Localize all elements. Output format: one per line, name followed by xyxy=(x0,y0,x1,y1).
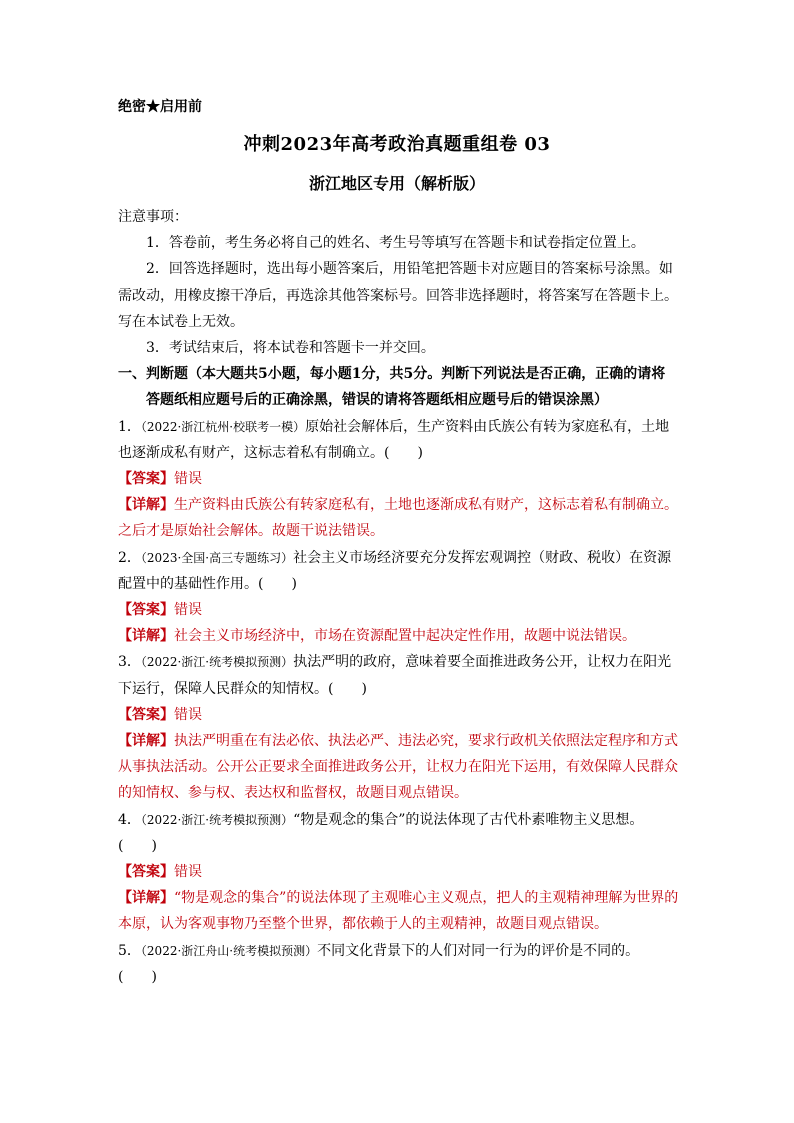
question-number: 1． xyxy=(118,418,141,435)
answer-blank: ( ) xyxy=(118,837,157,854)
explanation-text: 执法严明重在有法必依、执法必严、违法必究，要求行政机关依照法定程序和方式从事执法活动。公开公正要求全面推进政务公开，让权力在阳光下运用，有效保障人民群众的知情权、参与权、表达权和监督权，故题目观点错误。 xyxy=(118,733,678,802)
question-number: 4． xyxy=(118,811,141,828)
document-body xyxy=(118,204,680,990)
explain-tag: 【详解】 xyxy=(118,628,174,645)
question-text: 执法严明的政府，意味着要全面推进政务公开，让权力在阳光下运行，保障人民群众的知情权。( ) xyxy=(118,654,672,697)
answer-line xyxy=(118,859,680,885)
answer-line xyxy=(118,597,680,623)
question-source: （2022·浙江舟山·统考模拟预测） xyxy=(140,943,318,958)
answer-line xyxy=(118,702,680,728)
answer-line xyxy=(118,466,680,492)
question-source: （2022·浙江·统考模拟预测） xyxy=(140,812,294,827)
notice-item: 1．答卷前，考生务必将自己的姓名、考生号等填写在答题卡和试卷指定位置上。 xyxy=(146,235,645,252)
answer-value: 错误 xyxy=(174,864,202,881)
question-text: 社会主义市场经济要充分发挥宏观调控（财政、税收）在资源配置中的基础性作用。( ) xyxy=(118,549,672,592)
explanation-line xyxy=(118,885,680,937)
question-4 xyxy=(118,807,680,833)
explanation-text: 社会主义市场经济中，市场在资源配置中起决定性作用，故题中说法错误。 xyxy=(174,628,636,645)
answer-value: 错误 xyxy=(174,471,202,488)
answer-value: 错误 xyxy=(174,706,202,723)
question-text: 原始社会解体后，生产资料由氏族公有转为家庭私有，土地也逐渐成私有财产，这标志着私有制确立。( ) xyxy=(118,418,670,461)
notice-item: 2．回答选择题时，选出每小题答案后，用铅笔把答题卡对应题目的答案标号涂黑。如需改动，用橡皮擦干净后，再选涂其他答案标号。回答非选择题时，将答案写在答题卡上。写在本试卷上无效。 xyxy=(118,261,678,330)
secret-label: 绝密★启用前 xyxy=(118,99,202,115)
question-number: 5． xyxy=(118,942,141,959)
answer-value: 错误 xyxy=(174,602,202,619)
question-2 xyxy=(118,545,680,597)
page-subtitle: 浙江地区专用（解析版） xyxy=(308,174,485,193)
explanation-line xyxy=(118,728,680,807)
explain-tag: 【详解】 xyxy=(118,733,174,750)
answer-blank: ( ) xyxy=(118,968,157,985)
question-number: 3． xyxy=(118,654,141,671)
section-heading: 一、判断题（本大题共5小题，每小题1分，共5分。判断下列说法是否正确，正确的请将 xyxy=(118,366,666,383)
explanation-line xyxy=(118,623,680,649)
explanation-line xyxy=(118,492,680,544)
notice-label: 注意事项： xyxy=(118,209,188,225)
question-source: （2023·全国·高三专题练习） xyxy=(140,550,294,565)
question-3 xyxy=(118,649,680,701)
answer-tag: 【答案】 xyxy=(118,706,174,723)
question-number: 2． xyxy=(118,549,141,566)
answer-tag: 【答案】 xyxy=(118,602,174,619)
question-source: （2022·浙江杭州·校联考一模） xyxy=(140,419,306,434)
section-heading-cont: 答题纸相应题号后的正确涂黑，错误的请将答题纸相应题号后的错误涂黑） xyxy=(146,392,608,409)
answer-tag: 【答案】 xyxy=(118,471,174,488)
question-text: “物是观念的集合”的说法体现了古代朴素唯物主义思想。 xyxy=(293,811,644,828)
question-1 xyxy=(118,414,680,466)
explanation-text: “物是观念的集合”的说法体现了主观唯心主义观点，把人的主观精神理解为世界的本原，认为客观事物乃至整个世界，都依赖于人的主观精神，故题目观点错误。 xyxy=(118,890,679,933)
explain-tag: 【详解】 xyxy=(118,890,174,907)
question-5 xyxy=(118,938,680,964)
page-title: 冲刺2023年高考政治真题重组卷 03 xyxy=(243,134,551,155)
question-text: 不同文化背景下的人们对同一行为的评价是不同的。 xyxy=(317,942,640,959)
question-source: （2022·浙江·统考模拟预测） xyxy=(140,655,294,670)
answer-tag: 【答案】 xyxy=(118,864,174,881)
notice-item: 3．考试结束后，将本试卷和答题卡一并交回。 xyxy=(146,340,435,357)
explain-tag: 【详解】 xyxy=(118,497,174,514)
explanation-text: 生产资料由氏族公有转家庭私有，土地也逐渐成私有财产，这标志着私有制确立。之后才是原始社会解体。故题干说法错误。 xyxy=(118,497,678,540)
